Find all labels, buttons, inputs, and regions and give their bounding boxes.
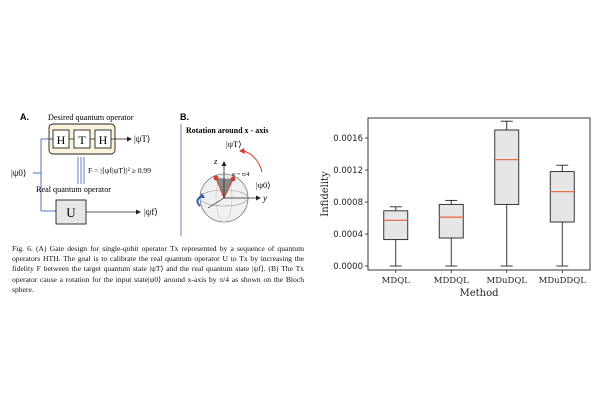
figure-panel-b — [178, 108, 308, 238]
real-gate-label: U — [66, 205, 76, 220]
x-tick-label: MDuDDQL — [538, 276, 586, 286]
x-tick-label: MDQL — [381, 276, 410, 286]
figure-panel-a — [8, 108, 180, 238]
psi-zero-label: |ψ0⟩ — [11, 168, 27, 178]
red-rotation-arrow-icon — [244, 151, 262, 172]
real-operator-title: Real quantum operator — [36, 185, 112, 194]
figure-caption: Fig. 6. (A) Gate design for single-qubit operator Tx represented by a sequence of quantum operators HTH. The goal is to calibrate the real quantum operator U to Tx by increasing the fidelity F between the target quantum state |ψT⟩ and the real quantum state |ψf⟩. (B) The Tx operator cause a rotation for the input state|ψ0⟩ around x-axis by π/4 as shown on the Bloch sphere. — [12, 244, 304, 294]
y-axis-label: y — [263, 193, 267, 203]
panel-a-label: A. — [20, 112, 29, 122]
gate-h-2-label: H — [98, 133, 108, 147]
x-tick-label: MDDQL — [433, 276, 469, 286]
y-tick-label: 0.0016 — [333, 134, 363, 144]
x-axis-label: Method — [459, 288, 499, 299]
psi-final-label: |ψf⟩ — [144, 207, 158, 217]
y-tick-label: 0.0004 — [333, 230, 363, 240]
phi-label: φ = π/4 — [232, 172, 250, 178]
box-mddql — [439, 204, 463, 238]
y-tick-label: 0.0008 — [333, 198, 363, 208]
y-tick-label: 0.0000 — [333, 262, 363, 272]
arrow-head-icon — [127, 137, 132, 142]
box-mdql — [384, 211, 408, 240]
gate-t-label: T — [78, 133, 86, 147]
panel-b-label: B. — [180, 112, 189, 122]
y-tick-label: 0.0012 — [333, 166, 363, 176]
rotation-title: Rotation around x - axis — [186, 126, 269, 135]
bloch-psi-zero: |ψ0⟩ — [256, 180, 271, 190]
box-mdudql — [495, 130, 519, 204]
y-axis-arrow-icon — [256, 196, 261, 201]
arrow-head-icon — [136, 210, 141, 215]
desired-operator-title: Desired quantum operator — [48, 113, 134, 122]
psi-target-label: |ψT⟩ — [134, 134, 151, 144]
box-mduddql — [550, 172, 574, 222]
z-axis-arrow-icon — [222, 161, 227, 166]
infidelity-boxplot — [318, 110, 600, 300]
gate-h-1-label: H — [56, 133, 66, 147]
fidelity-formula: F = |⟨ψf|ψT⟩|² ≥ 0.99 — [88, 166, 151, 175]
x-tick-label: MDuDQL — [486, 276, 527, 286]
z-axis-label: z — [214, 156, 218, 166]
y-axis-label: Infidelity — [320, 171, 331, 217]
bloch-psi-target: |ψT⟩ — [226, 139, 242, 149]
